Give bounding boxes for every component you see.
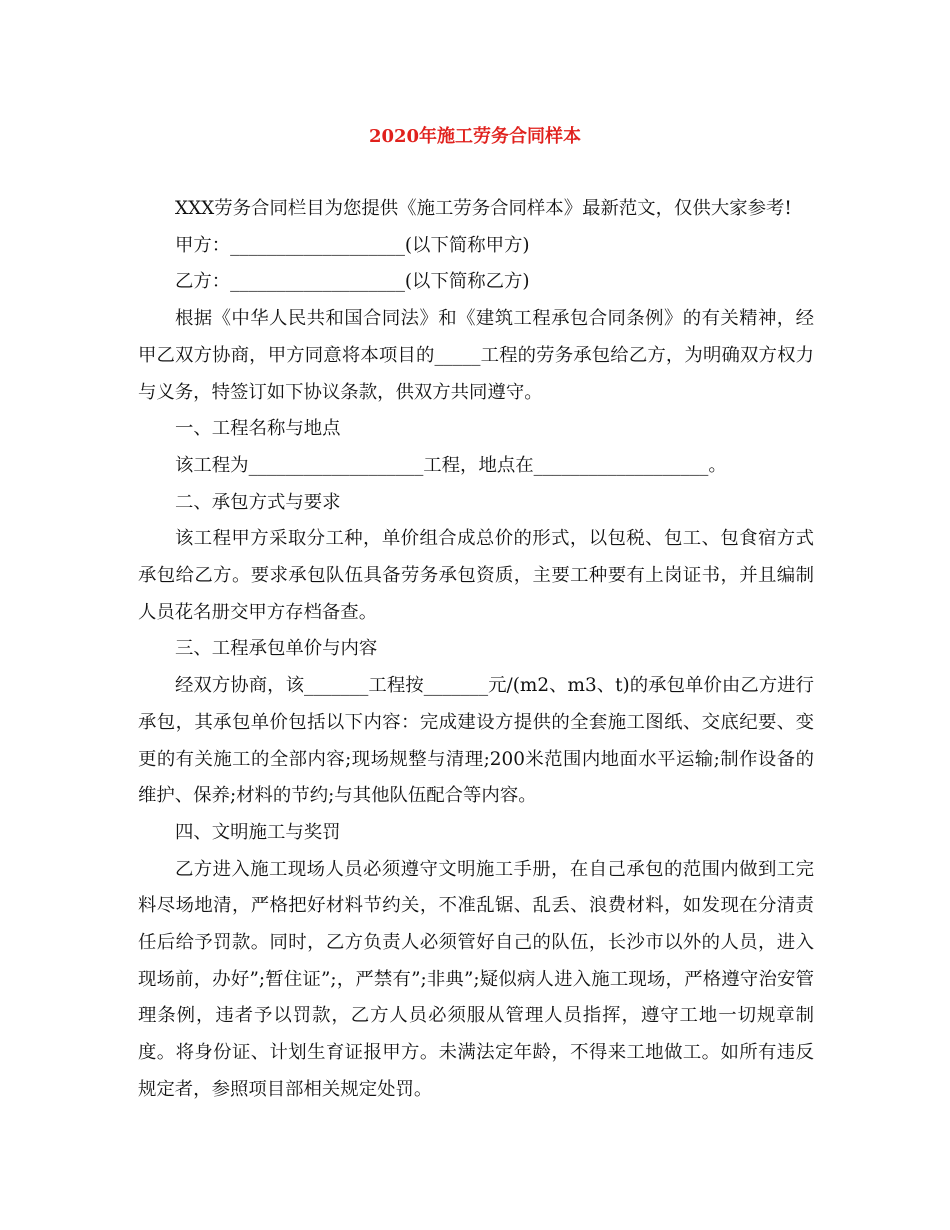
section-2-paragraph: 该工程甲方采取分工种，单价组合成总价的形式，以包税、包工、包食宿方式承包给乙方。要求承包队伍具备劳务承包资质，主要工种要有上岗证书，并且编制人员花名册交甲方存档备查。: [138, 528, 814, 623]
section-heading-1: 一、工程名称与地点: [175, 418, 341, 440]
section-heading-3: 三、工程承包单价与内容: [175, 638, 378, 660]
section-heading-4: 四、文明施工与奖罚: [175, 821, 341, 843]
party-b-line: 乙方：___________________(以下简称乙方): [175, 271, 530, 293]
intro-paragraph: XXX劳务合同栏目为您提供《施工劳务合同样本》最新范文，仅供大家参考!: [175, 198, 792, 219]
section-1-paragraph: 该工程为___________________工程，地点在___________________。: [175, 454, 727, 476]
section-3-paragraph: 经双方协商，该_______工程按_______元/(m2、m3、t)的承包单价由乙方进行承包，其承包单价包括以下内容：完成建设方提供的全套施工图纸、交底纪要、变更的有关施工的全部内容;现场规整与清理;200米范围内地面水平运输;制作设备的维护、保养;材料的节约;与其他队伍配合等内容。: [138, 675, 814, 807]
preamble-paragraph: 根据《中华人民共和国合同法》和《建筑工程承包合同条例》的有关精神，经甲乙双方协商，甲方同意将本项目的_____工程的劳务承包给乙方，为明确双方权力与义务，特签订如下协议条款，供双方共同遵守。: [138, 308, 814, 403]
section-4-paragraph: 乙方进入施工现场人员必须遵守文明施工手册，在自己承包的范围内做到工完料尽场地清，严格把好材料节约关，不准乱锯、乱丢、浪费材料，如发现在分清责任后给予罚款。同时，乙方负责人必须管好自己的队伍，长沙市以外的人员，进入现场前，办好”;暂住证”;，严禁有”;非典”;疑似病人进入施工现场，严格遵守治安管理条例，违者予以罚款，乙方人员必须服从管理人员指挥，遵守工地一切规章制度。将身份证、计划生育证报甲方。未满法定年龄，不得来工地做工。如所有违反规定者，参照项目部相关规定处罚。: [138, 858, 814, 1100]
document-body: [138, 191, 814, 1109]
document-title: 2020年施工劳务合同样本: [368, 126, 582, 147]
party-a-line: 甲方：___________________(以下简称甲方): [175, 234, 530, 256]
section-heading-2: 二、承包方式与要求: [175, 491, 341, 513]
